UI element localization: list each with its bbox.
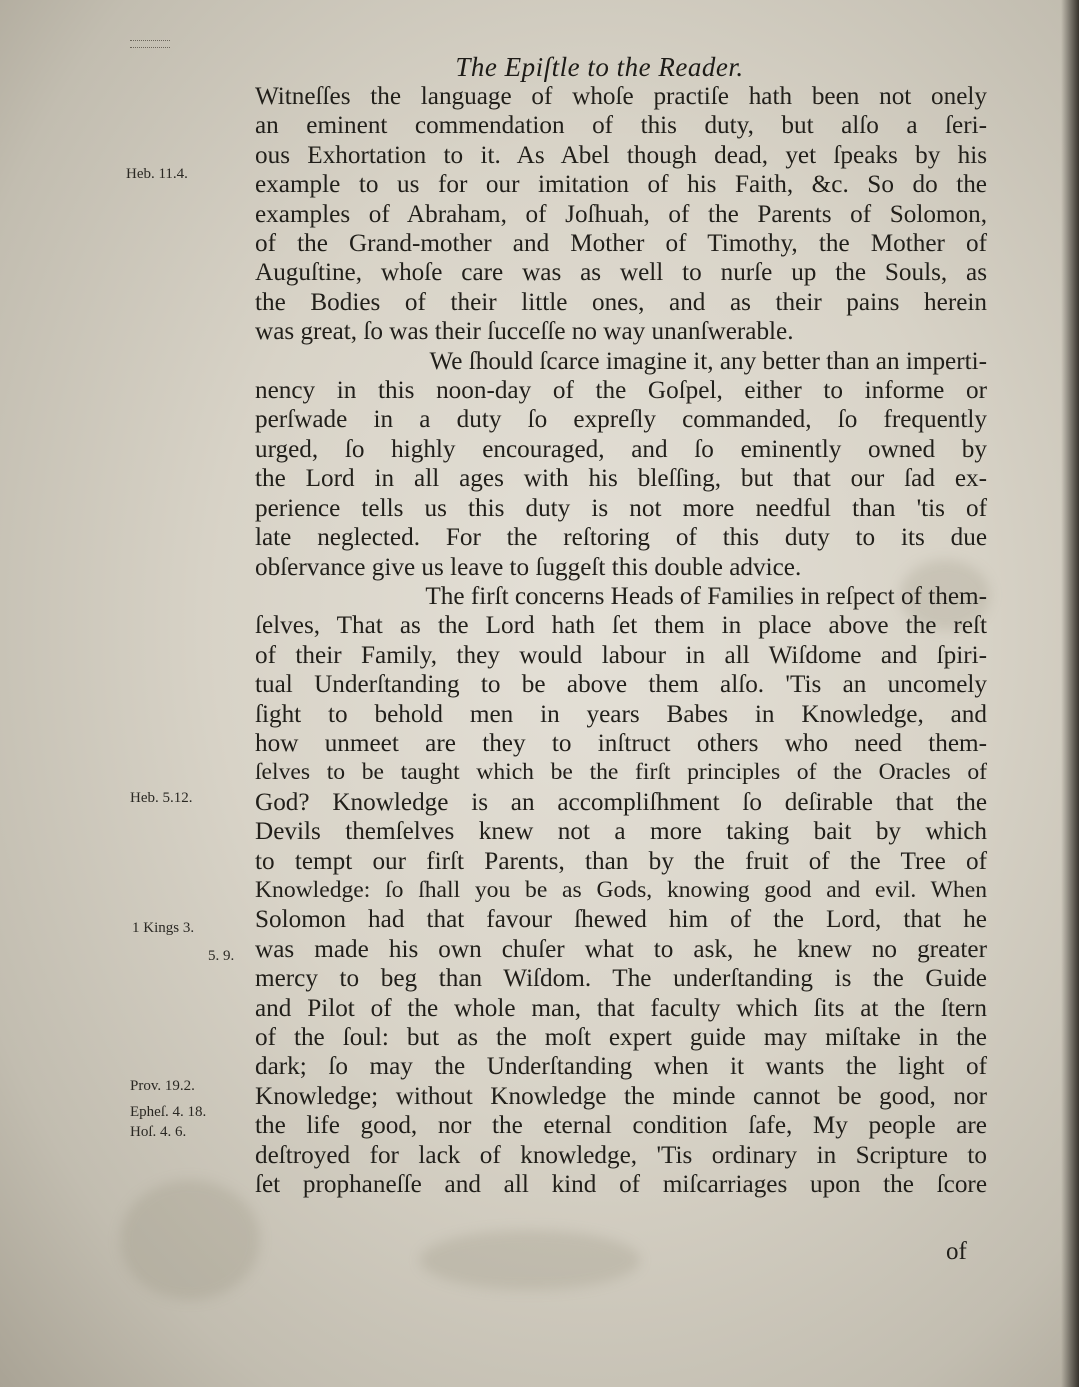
text-line: an eminent commendation of this duty, but alſo a ſeri- bbox=[255, 112, 987, 140]
text-line: ſelves, That as the Lord hath ſet them in place above the reſt bbox=[255, 612, 987, 640]
text-line: perience tells us this duty is not more needful than 'tis of bbox=[255, 494, 987, 522]
catchword: of bbox=[946, 1238, 967, 1265]
corner-mark bbox=[130, 40, 170, 48]
text-line: deſtroyed for lack of knowledge, 'Tis ordinary in Scripture to bbox=[255, 1141, 987, 1169]
text-line: late neglected. For the reſtoring of this duty to its due bbox=[255, 524, 987, 552]
text-line: ſight to behold men in years Babes in Knowledge, and bbox=[255, 700, 987, 728]
text-line: of the Grand-mother and Mother of Timothy, the Mother of bbox=[255, 230, 987, 258]
text-line: mercy to beg than Wiſdom. The underſtanding is the Guide bbox=[255, 965, 987, 993]
margin-note-hos: Hoſ. 4. 6. bbox=[130, 1124, 187, 1140]
text-line: urged, ſo highly encouraged, and ſo eminently owned by bbox=[255, 435, 987, 463]
running-header: The Epiſtle to the Reader. bbox=[455, 52, 744, 82]
text-line: ſelves to be taught which be the firſt principles of the Oracles of bbox=[255, 759, 987, 786]
text-line: perſwade in a duty ſo expreſly commanded, ſo frequently bbox=[255, 406, 987, 434]
text-line: God? Knowledge is an accompliſhment ſo deſirable that the bbox=[255, 788, 987, 816]
text-line: the life good, nor the eternal condition ſafe, My people are bbox=[255, 1112, 987, 1140]
text-line: Knowledge; without Knowledge the minde cannot be good, nor bbox=[255, 1082, 987, 1110]
text-line: was made his own chuſer what to ask, he knew no greater bbox=[255, 935, 987, 963]
text-line: Solomon had that favour ſhewed him of the Lord, that he bbox=[255, 906, 987, 934]
paper-stain bbox=[120, 1180, 260, 1300]
text-line: Witneſſes the language of whoſe practiſe hath been not onely bbox=[255, 83, 987, 110]
text-line: ous Exhortation to it. As Abel though dead, yet ſpeaks by his bbox=[255, 141, 987, 169]
text-line: dark; ſo may the Underſtanding when it wants the light of bbox=[255, 1053, 987, 1081]
margin-note-kings-3-verse: 5. 9. bbox=[208, 948, 235, 964]
text-line: ſet prophaneſſe and all kind of miſcarriages upon the ſcore bbox=[255, 1171, 987, 1199]
margin-note-heb-11-4: Heb. 11.4. bbox=[126, 166, 188, 182]
text-line: of the ſoul: but as the moſt expert guide may miſtake in the bbox=[255, 1024, 987, 1051]
text-line: Knowledge: ſo ſhall you be as Gods, knowing good and evil. When bbox=[255, 876, 987, 903]
text-line: and Pilot of the whole man, that faculty which ſits at the ſtern bbox=[255, 994, 987, 1022]
text-line: tual Underſtanding to be above them alſo. 'Tis an uncomely bbox=[255, 671, 987, 699]
text-line: Devils themſelves knew not a more taking bait by which bbox=[255, 818, 987, 846]
text-line: the Lord in all ages with his bleſſing, but that our ſad ex- bbox=[255, 465, 987, 493]
text-line: how unmeet are they to inſtruct others who need them- bbox=[255, 729, 987, 757]
margin-note-ephes: Epheſ. 4. 18. bbox=[130, 1104, 207, 1120]
text-line: the Bodies of their little ones, and as their pains herein bbox=[255, 288, 987, 316]
body-text bbox=[255, 82, 987, 1199]
paper-stain bbox=[420, 1230, 640, 1290]
text-line: nency in this noon-day of the Goſpel, either to informe or bbox=[255, 377, 987, 405]
text-line: The firſt concerns Heads of Families in reſpect of them- bbox=[425, 582, 987, 610]
text-line: Auguſtine, whoſe care was as well to nurſe up the Souls, as bbox=[255, 259, 987, 287]
text-line: to tempt our firſt Parents, than by the fruit of the Tree of bbox=[255, 847, 987, 875]
text-line: obſervance give us leave to ſuggeſt this double advice. bbox=[255, 553, 802, 581]
text-line: example to us for our imitation of his Faith, &c. So do the bbox=[255, 171, 987, 199]
text-line: examples of Abraham, of Joſhuah, of the Parents of Solomon, bbox=[255, 200, 987, 228]
text-line: of their Family, they would labour in all Wiſdome and ſpiri- bbox=[255, 641, 987, 669]
text-line: was great, ſo was their ſucceſſe no way unanſwerable. bbox=[255, 318, 794, 346]
margin-note-kings-3: 1 Kings 3. bbox=[132, 920, 195, 936]
text-line: We ſhould ſcarce imagine it, any better than an imperti- bbox=[429, 347, 987, 375]
margin-note-heb-5-12: Heb. 5.12. bbox=[130, 790, 193, 806]
margin-note-prov: Prov. 19.2. bbox=[130, 1078, 195, 1094]
